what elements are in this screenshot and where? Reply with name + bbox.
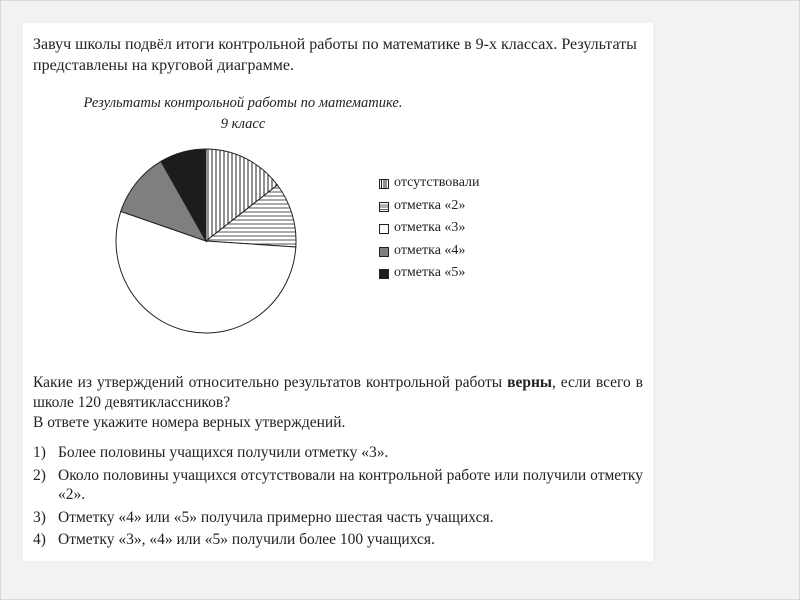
chart-legend bbox=[379, 173, 480, 286]
intro-text: Завуч школы подвёл итоги контрольной работы по математике в 9-х классах. Результаты представлены на круговой диаграмме. bbox=[33, 36, 637, 74]
legend-swatch bbox=[379, 247, 389, 257]
legend-label: отметка «4» bbox=[394, 242, 466, 258]
answer-option-2 bbox=[33, 466, 643, 505]
task-card bbox=[23, 23, 653, 561]
chart-subtitle: 9 класс bbox=[220, 116, 266, 132]
answer-option-4 bbox=[33, 530, 643, 550]
legend-item-2 bbox=[379, 196, 480, 219]
legend-label: отметка «5» bbox=[394, 265, 466, 281]
answer-option-1 bbox=[33, 443, 643, 463]
answer-option-3 bbox=[33, 508, 643, 528]
question-part-1: Какие из утверждений относительно результатов контрольной работы bbox=[33, 374, 508, 391]
legend-item-3 bbox=[379, 218, 480, 241]
legend-swatch bbox=[379, 224, 389, 234]
option-number: 4) bbox=[33, 531, 46, 548]
legend-swatch bbox=[379, 269, 389, 279]
chart-title bbox=[23, 93, 463, 135]
legend-label: отметка «3» bbox=[394, 220, 466, 236]
legend-label: отсутствовали bbox=[394, 175, 480, 190]
legend-swatch bbox=[379, 179, 389, 189]
legend-item-1 bbox=[379, 173, 480, 196]
legend-item-5 bbox=[379, 263, 480, 286]
chart-title-line: Результаты контрольной работы по математике. bbox=[83, 95, 403, 111]
legend-label: отметка «2» bbox=[394, 197, 466, 213]
option-text: Отметку «3», «4» или «5» получили более 100 учащихся. bbox=[58, 531, 435, 548]
option-number: 3) bbox=[33, 508, 46, 526]
pie-chart bbox=[91, 135, 321, 347]
answer-options bbox=[33, 443, 643, 553]
question-text bbox=[33, 373, 643, 412]
question-part-2: , если всего в школе 120 девятиклассников? bbox=[33, 374, 643, 411]
legend-item-4 bbox=[379, 241, 480, 264]
answer-instruction: В ответе укажите номера верных утверждений. bbox=[33, 414, 346, 431]
option-number: 2) bbox=[33, 466, 46, 484]
legend-swatch bbox=[379, 202, 389, 212]
option-number: 1) bbox=[33, 444, 46, 461]
option-text: Более половины учащихся получили отметку «3». bbox=[58, 444, 389, 461]
option-text: Отметку «4» или «5» получила примерно шестая часть учащихся. bbox=[58, 508, 494, 526]
question-bold-word: верны bbox=[507, 374, 552, 391]
option-text: Около половины учащихся отсутствовали на контрольной работе или получили отметку «2». bbox=[58, 466, 643, 503]
